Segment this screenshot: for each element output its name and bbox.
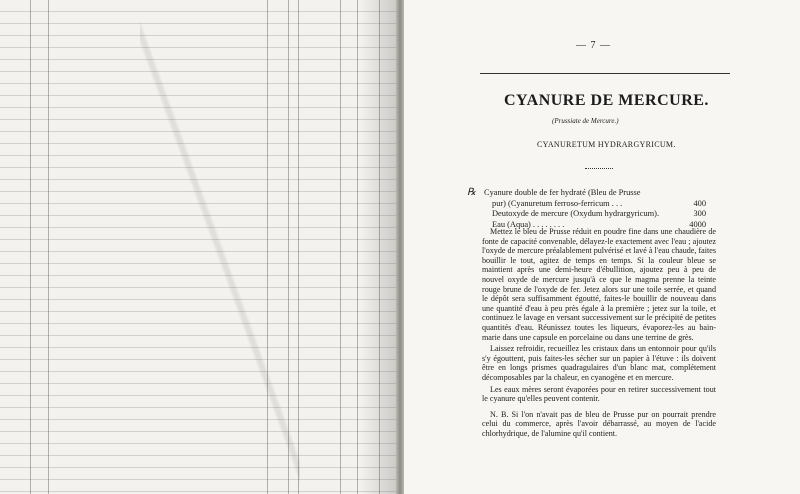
recipe-line [484,209,706,220]
ledger-column-line [379,0,380,494]
recipe-amount [686,188,706,199]
ledger-column-line [357,0,358,494]
recipe-ingredient: pur) (Cyanuretum ferroso-ferricum . . . [492,198,623,208]
header-rule [480,73,730,74]
recipe-ingredient: Cyanure double de fer hydraté (Bleu de Prusse [484,188,641,197]
recipe-ingredient: Eau (Aqua) . . . . . . . . [492,219,565,229]
ornament-divider [585,168,613,171]
ledger-column-line [48,0,49,494]
note-paragraph: N. B. Si l'on n'avait pas de bleu de Prusse pur on pourrait prendre celui du commerce, après l'avoir débarrassé, au moyen de l'acide chlorhydrique, de l'alumine qu'il contient. [482,409,716,438]
ledger-column-line [340,0,341,494]
page-subtitle: (Prussiate de Mercure.) [552,117,619,125]
paragraph: Les eaux mères seront évaporées pour en retirer successivement tout le cyanure qu'elles peuvent contenir. [482,384,716,404]
recipe-line [484,199,706,210]
paragraph: Laissez refroidir, recueillez les cristaux dans un entonnoir pour qu'ils s'y égouttent, puis faites-les sécher sur un papier à l'étuve : ils doivent être en longs prismes quadragulaires d'un blanc mat, complétement décomposables par la chaleur, en cyanogène et en mercure. [482,344,716,382]
recipe-ingredient: Deutoxyde de mercure (Oxydum hydrargyricum). [492,209,660,219]
recipe-line [484,188,706,199]
ledger-column-line [30,0,31,494]
printed-page [404,0,800,494]
recipe-symbol: ℞ [467,187,476,198]
recipe-amount: 4000 [689,219,706,229]
show-through-marks [140,0,300,494]
body-text [482,227,716,440]
latin-name: CYANURETUM HYDRARGYRICUM. [537,140,676,149]
recipe-block [467,187,706,230]
recipe-amount: 300 [693,209,706,219]
recipe-amount: 400 [693,198,706,208]
page-title: CYANURE DE MERCURE. [504,92,709,109]
page-number: — 7 — [576,40,611,51]
paragraph: Mettez le bleu de Prusse réduit en poudre fine dans une chaudière de fonte de capacité convenable, délayez-le exactement avec l'eau ; ajoutez l'oxyde de mercure préalablement pulvérisé et lavé à l'eau chaude, faites bouillir le tout, agitez de temps en temps. Si la couleur bleue se maintient après une demi-heure d'ébullition, ajoutez peu à peu de nouvel oxyde de mercure jusqu'à ce que le magma prenne la teinte rouge brune de l'oxyde de fer. Jetez alors sur une toile serrée, et quand le dépôt sera suffisamment égoutté, faites-le bouillir de nouveau dans une quantité d'eau à peu près égale à la première ; jetez sur la toile, et continuez le lavage en versant successivement sur le précipité de petites quantités d'eau. Réunissez toutes les liqueurs, évaporez-les au bain-marie dans une capsule en porcelaine ou dans une terrine de grès. [482,227,716,342]
